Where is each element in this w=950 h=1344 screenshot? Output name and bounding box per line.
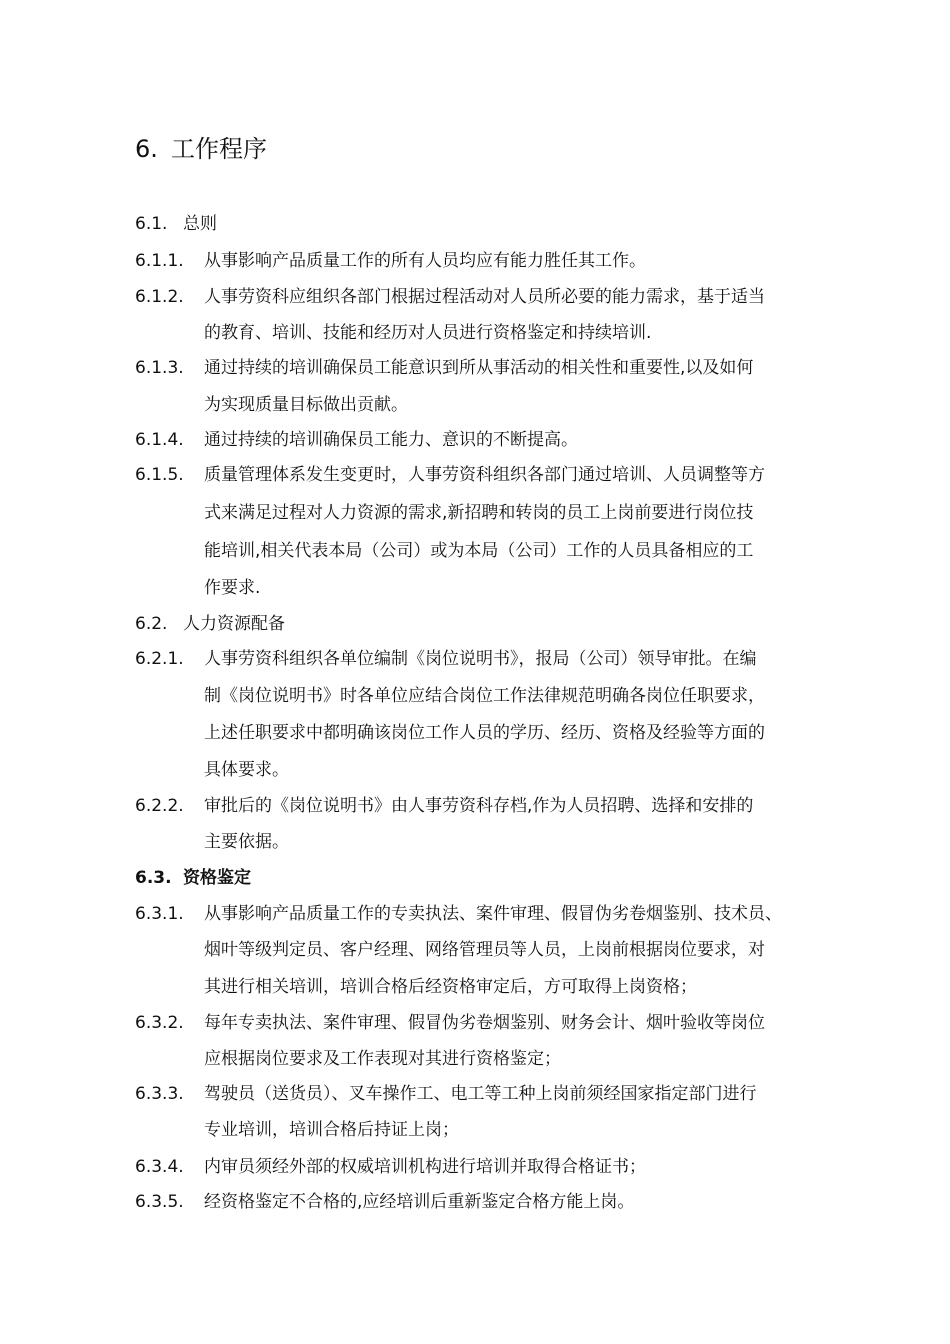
clause-text-line: 专业培训，培训合格后持证上岗； [204, 1120, 459, 1140]
section-number: 6.3. [135, 868, 172, 888]
clause-number: 6.3.5. [135, 1192, 184, 1212]
clause-text-line: 能培训,相关代表本局（公司）或为本局（公司）工作的人员具备相应的工 [204, 541, 754, 561]
section-number: 6.1. [135, 214, 168, 234]
section-title: 人力资源配备 [183, 614, 285, 634]
clause-number: 6.1.1. [135, 251, 184, 271]
clause-number: 6.2.2. [135, 796, 184, 816]
clause-text-line: 人事劳资科应组织各部门根据过程活动对人员所必要的能力需求，基于适当 [204, 287, 765, 307]
section-number: 6.2. [135, 614, 168, 634]
clause-text-line: 烟叶等级判定员、客户经理、网络管理员等人员，上岗前根据岗位要求，对 [204, 940, 765, 960]
chapter-heading [135, 133, 267, 165]
section-heading [135, 612, 285, 636]
clause-number: 6.1.5. [135, 465, 184, 485]
clause-text-line: 制《岗位说明书》时各单位应结合岗位工作法律规范明确各岗位任职要求， [204, 686, 765, 706]
clause-text-line: 为实现质量目标做出贡献。 [204, 395, 408, 415]
clause-text-line: 通过持续的培训确保员工能力、意识的不断提高。 [204, 430, 578, 450]
clause-number: 6.1.4. [135, 430, 184, 450]
clause-text-line: 人事劳资科组织各单位编制《岗位说明书》，报局（公司）领导审批。在编 [204, 649, 757, 669]
clause-text-line: 作要求. [204, 578, 261, 598]
clause-number: 6.1.3. [135, 358, 184, 378]
clause-text-line: 具体要求。 [204, 760, 289, 780]
clause-text-line: 审批后的《岗位说明书》由人事劳资科存档,作为人员招聘、选择和安排的 [204, 796, 754, 816]
clause-text-line: 主要依据。 [204, 832, 289, 852]
chapter-number: 6. [135, 135, 158, 163]
clause-number: 6.3.4. [135, 1157, 184, 1177]
clause-text-line: 从事影响产品质量工作的所有人员均应有能力胜任其工作。 [204, 251, 646, 271]
clause-number: 6.1.2. [135, 287, 184, 307]
section-title: 资格鉴定 [183, 868, 251, 888]
clause-text-line: 驾驶员（送货员）、叉车操作工、电工等工种上岗前须经国家指定部门进行 [204, 1084, 757, 1104]
clause-text-line: 每年专卖执法、案件审理、假冒伪劣卷烟鉴别、财务会计、烟叶验收等岗位 [204, 1013, 765, 1033]
clause-number: 6.3.3. [135, 1084, 184, 1104]
clause-text-line: 应根据岗位要求及工作表现对其进行资格鉴定； [204, 1049, 561, 1069]
clause-text-line: 质量管理体系发生变更时，人事劳资科组织各部门通过培训、人员调整等方 [204, 465, 765, 485]
chapter-title: 工作程序 [171, 135, 267, 163]
clause-number: 6.3.1. [135, 904, 184, 924]
clause-number: 6.2.1. [135, 649, 184, 669]
clause-text-line: 其进行相关培训，培训合格后经资格审定后，方可取得上岗资格； [204, 977, 697, 997]
clause-number: 6.3.2. [135, 1013, 184, 1033]
clause-text-line: 式来满足过程对人力资源的需求,新招聘和转岗的员工上岗前要进行岗位技 [204, 503, 754, 523]
clause-text-line: 经资格鉴定不合格的,应经培训后重新鉴定合格方能上岗。 [204, 1192, 635, 1212]
clause-text-line: 从事影响产品质量工作的专卖执法、案件审理、假冒伪劣卷烟鉴别、技术员、 [204, 904, 782, 924]
section-heading [135, 212, 217, 236]
clause-text-line: 的教育、培训、技能和经历对人员进行资格鉴定和持续培训. [204, 323, 652, 343]
section-heading [135, 866, 251, 890]
clause-text-line: 上述任职要求中都明确该岗位工作人员的学历、经历、资格及经验等方面的 [204, 723, 765, 743]
clause-text-line: 内审员须经外部的权威培训机构进行培训并取得合格证书； [204, 1157, 646, 1177]
clause-text-line: 通过持续的培训确保员工能意识到所从事活动的相关性和重要性,以及如何 [204, 358, 754, 378]
section-title: 总则 [183, 214, 217, 234]
